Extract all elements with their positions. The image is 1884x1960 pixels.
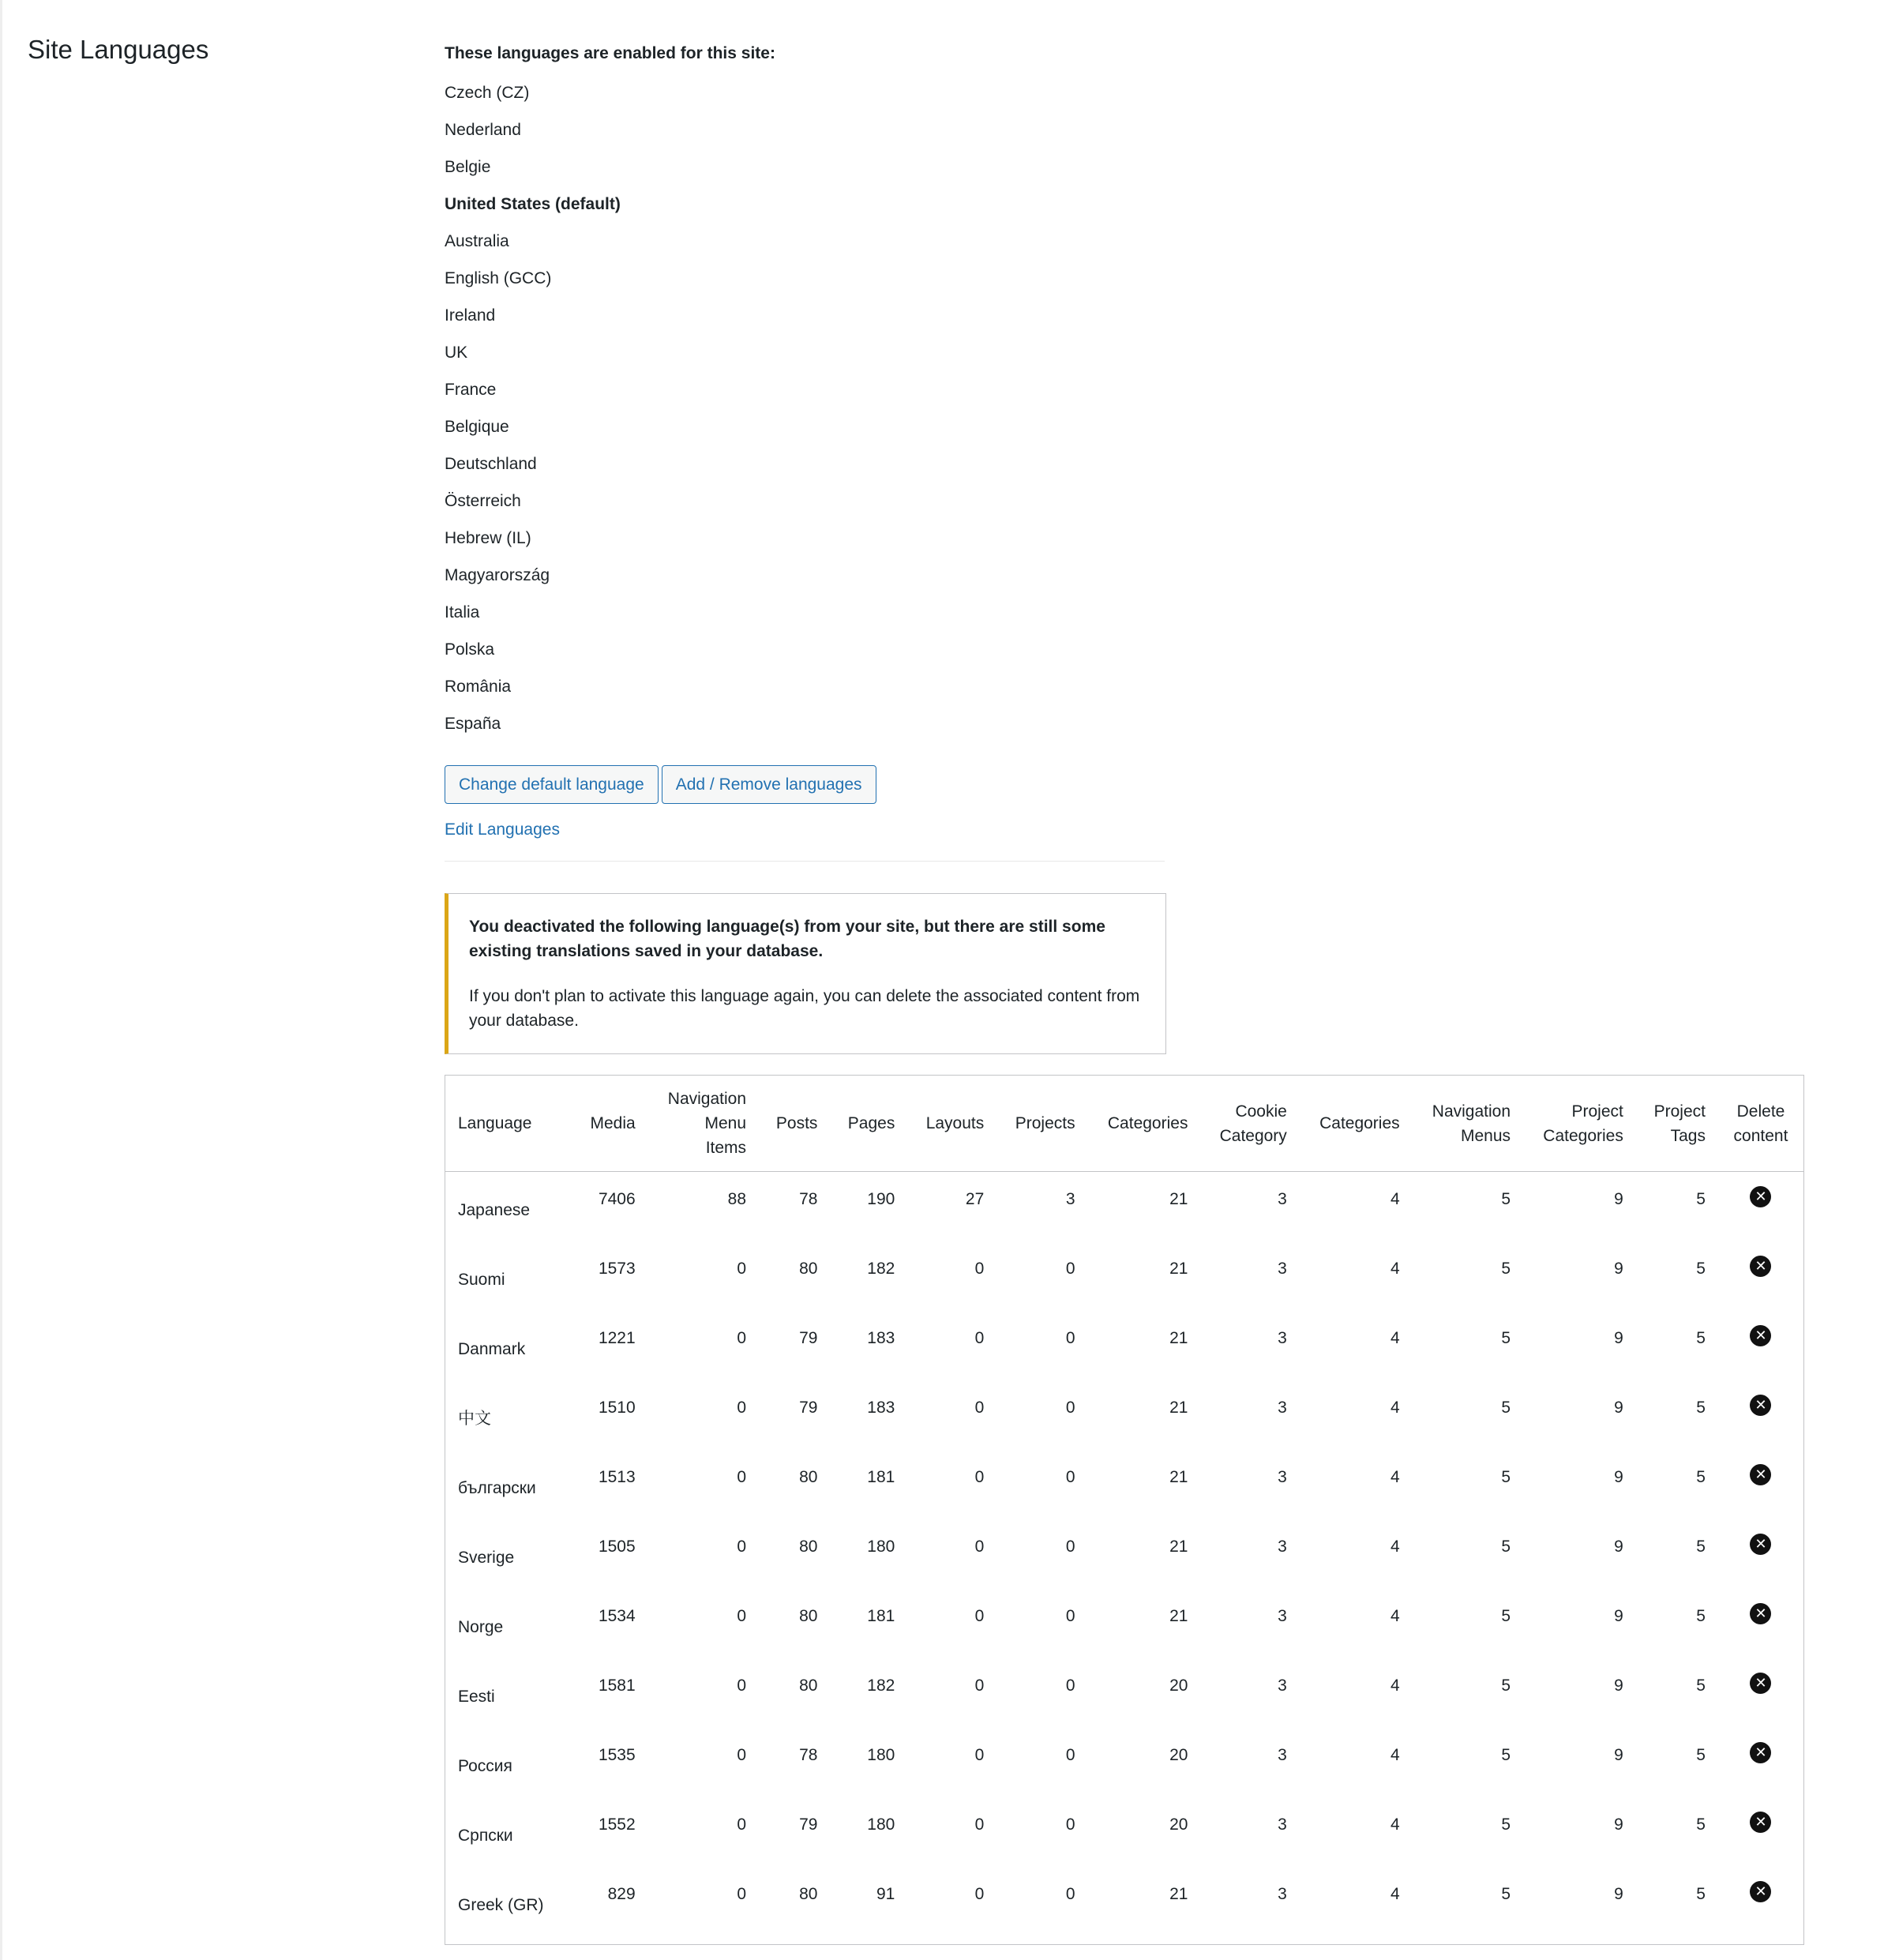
row-count-cookie-category: 3 — [1278, 1537, 1287, 1556]
row-count-cookie-category: 3 — [1278, 1745, 1287, 1764]
row-count-cookie-category: 3 — [1278, 1259, 1287, 1278]
row-language-name: Greek (GR) — [458, 1895, 544, 1914]
table-row — [445, 1658, 1803, 1728]
table-row — [445, 1241, 1803, 1311]
row-count-categories-2: 4 — [1390, 1537, 1400, 1556]
row-count-navigation-menus: 5 — [1501, 1398, 1511, 1417]
enabled-language-item: United States (default) — [445, 195, 621, 213]
row-delete-cell — [1718, 1797, 1803, 1867]
row-count-posts: 80 — [799, 1606, 818, 1625]
column-header-language: Language — [445, 1076, 557, 1172]
row-count-pages: 183 — [867, 1398, 895, 1417]
row-count-posts: 79 — [799, 1328, 818, 1347]
change-default-language-button[interactable]: Change default language — [445, 765, 659, 804]
row-delete-cell — [1718, 1380, 1803, 1450]
delete-content-icon[interactable]: ✕ — [1750, 1256, 1771, 1277]
row-count-pages: 182 — [867, 1676, 895, 1695]
row-count-posts: 79 — [799, 1815, 818, 1834]
enabled-language-item: Australia — [445, 232, 509, 250]
row-count-navigation-menus: 5 — [1501, 1328, 1511, 1347]
column-header-categories: Categories — [1088, 1076, 1201, 1172]
row-count-projects: 0 — [1065, 1537, 1075, 1556]
row-count-pages: 180 — [867, 1745, 895, 1764]
row-count-navigation-menu-items: 0 — [737, 1259, 747, 1278]
row-count-layouts: 0 — [974, 1815, 985, 1834]
column-header-projects: Projects — [996, 1076, 1087, 1172]
row-count-project-tags: 5 — [1696, 1884, 1706, 1903]
column-header-navigation-menus: Navigation Menus — [1413, 1076, 1523, 1172]
row-count-media: 829 — [607, 1884, 636, 1903]
row-count-categories: 20 — [1169, 1676, 1188, 1695]
row-count-navigation-menus: 5 — [1501, 1884, 1511, 1903]
delete-content-icon[interactable]: ✕ — [1750, 1395, 1771, 1416]
row-count-navigation-menu-items: 0 — [737, 1884, 747, 1903]
row-count-projects: 0 — [1065, 1676, 1075, 1695]
row-count-media: 1221 — [598, 1328, 636, 1347]
row-count-categories: 21 — [1169, 1467, 1188, 1486]
table-row — [445, 1311, 1803, 1380]
row-count-cookie-category: 3 — [1278, 1328, 1287, 1347]
row-count-project-tags: 5 — [1696, 1676, 1706, 1695]
row-language-name: Norge — [458, 1617, 504, 1636]
row-delete-cell — [1718, 1519, 1803, 1589]
row-count-navigation-menu-items: 88 — [727, 1190, 747, 1208]
row-count-project-tags: 5 — [1696, 1328, 1706, 1347]
row-count-media: 1552 — [598, 1815, 636, 1834]
row-count-project-categories: 9 — [1614, 1676, 1623, 1695]
enabled-language-item: Ireland — [445, 306, 496, 325]
row-count-cookie-category: 3 — [1278, 1676, 1287, 1695]
row-count-projects: 0 — [1065, 1606, 1075, 1625]
row-count-navigation-menus: 5 — [1501, 1606, 1511, 1625]
enabled-language-item: English (GCC) — [445, 269, 552, 287]
row-language-name: Suomi — [458, 1270, 505, 1289]
row-count-media: 1513 — [598, 1467, 636, 1486]
delete-content-icon[interactable]: ✕ — [1750, 1464, 1771, 1485]
enabled-languages-intro: These languages are enabled for this site: — [445, 44, 775, 62]
column-header-delete-content: Delete content — [1718, 1076, 1803, 1172]
enabled-language-item: Czech (CZ) — [445, 84, 530, 102]
row-count-project-tags: 5 — [1696, 1259, 1706, 1278]
row-delete-cell — [1718, 1867, 1803, 1944]
row-count-media: 1510 — [598, 1398, 636, 1417]
column-header-pages: Pages — [830, 1076, 907, 1172]
row-count-categories: 21 — [1169, 1190, 1188, 1208]
row-count-categories-2: 4 — [1390, 1467, 1400, 1486]
row-delete-cell — [1718, 1658, 1803, 1728]
enabled-language-item: Magyarország — [445, 566, 550, 584]
enabled-languages-list — [445, 82, 1803, 750]
enabled-language-item: España — [445, 715, 501, 733]
row-count-posts: 80 — [799, 1259, 818, 1278]
row-count-media: 1581 — [598, 1676, 636, 1695]
row-count-projects: 0 — [1065, 1398, 1075, 1417]
row-count-navigation-menu-items: 0 — [737, 1328, 747, 1347]
row-language-name: Japanese — [458, 1201, 531, 1219]
row-count-navigation-menus: 5 — [1501, 1745, 1511, 1764]
notice-body: If you don't plan to activate this language again, you can delete the associated content from your database. — [469, 987, 1140, 1030]
row-count-navigation-menus: 5 — [1501, 1467, 1511, 1486]
row-count-layouts: 0 — [974, 1259, 985, 1278]
column-header-categories-2: Categories — [1300, 1076, 1413, 1172]
row-count-project-categories: 9 — [1614, 1190, 1623, 1208]
row-count-project-categories: 9 — [1614, 1537, 1623, 1556]
row-count-cookie-category: 3 — [1278, 1606, 1287, 1625]
row-language-name: Eesti — [458, 1687, 495, 1706]
add-remove-languages-button[interactable]: Add / Remove languages — [662, 765, 876, 804]
delete-content-icon[interactable]: ✕ — [1750, 1325, 1771, 1346]
column-header-project-tags: Project Tags — [1636, 1076, 1718, 1172]
row-count-pages: 180 — [867, 1537, 895, 1556]
row-count-media: 1505 — [598, 1537, 636, 1556]
row-count-categories: 21 — [1169, 1398, 1188, 1417]
delete-content-icon[interactable]: ✕ — [1750, 1673, 1771, 1694]
row-count-media: 1534 — [598, 1606, 636, 1625]
row-count-categories-2: 4 — [1390, 1398, 1400, 1417]
row-delete-cell — [1718, 1728, 1803, 1797]
divider — [445, 861, 1165, 862]
row-count-navigation-menus: 5 — [1501, 1259, 1511, 1278]
enabled-language-item: România — [445, 678, 512, 696]
row-count-categories-2: 4 — [1390, 1676, 1400, 1695]
enabled-language-item: Deutschland — [445, 455, 537, 473]
row-count-navigation-menu-items: 0 — [737, 1467, 747, 1486]
row-count-layouts: 0 — [974, 1328, 985, 1347]
row-delete-cell — [1718, 1589, 1803, 1658]
table-header — [445, 1076, 1803, 1172]
table-row — [445, 1450, 1803, 1519]
row-count-project-categories: 9 — [1614, 1467, 1623, 1486]
row-count-cookie-category: 3 — [1278, 1815, 1287, 1834]
row-count-posts: 80 — [799, 1884, 818, 1903]
notice-heading: You deactivated the following language(s) from your site, but there are still some existing translations saved in your database. — [469, 918, 1105, 960]
row-count-project-categories: 9 — [1614, 1884, 1623, 1903]
delete-content-icon[interactable]: ✕ — [1750, 1534, 1771, 1555]
row-count-categories: 20 — [1169, 1815, 1188, 1834]
row-language-name: Россия — [458, 1756, 512, 1775]
table-row — [445, 1172, 1803, 1241]
row-count-cookie-category: 3 — [1278, 1467, 1287, 1486]
row-count-posts: 80 — [799, 1537, 818, 1556]
row-count-projects: 0 — [1065, 1259, 1075, 1278]
row-count-navigation-menu-items: 0 — [737, 1745, 747, 1764]
row-count-navigation-menu-items: 0 — [737, 1398, 747, 1417]
row-delete-cell — [1718, 1241, 1803, 1311]
row-count-categories-2: 4 — [1390, 1259, 1400, 1278]
row-delete-cell — [1718, 1450, 1803, 1519]
row-count-cookie-category: 3 — [1278, 1398, 1287, 1417]
column-header-cookie-category: Cookie Category — [1200, 1076, 1299, 1172]
row-count-navigation-menus: 5 — [1501, 1676, 1511, 1695]
row-count-layouts: 0 — [974, 1676, 985, 1695]
row-count-categories-2: 4 — [1390, 1190, 1400, 1208]
translations-table — [445, 1076, 1803, 1944]
row-count-navigation-menus: 5 — [1501, 1190, 1511, 1208]
row-language-name: български — [458, 1478, 536, 1497]
row-count-posts: 79 — [799, 1398, 818, 1417]
row-count-pages: 181 — [867, 1606, 895, 1625]
enabled-language-item: Italia — [445, 603, 480, 621]
row-count-categories: 21 — [1169, 1606, 1188, 1625]
row-count-project-categories: 9 — [1614, 1328, 1623, 1347]
table-row — [445, 1519, 1803, 1589]
delete-content-icon[interactable]: ✕ — [1750, 1742, 1771, 1763]
row-count-navigation-menu-items: 0 — [737, 1606, 747, 1625]
row-count-projects: 0 — [1065, 1815, 1075, 1834]
row-count-categories-2: 4 — [1390, 1745, 1400, 1764]
delete-content-icon[interactable]: ✕ — [1750, 1186, 1771, 1207]
enabled-language-item: Belgie — [445, 158, 491, 176]
row-count-cookie-category: 3 — [1278, 1190, 1287, 1208]
row-count-projects: 0 — [1065, 1467, 1075, 1486]
row-count-projects: 0 — [1065, 1328, 1075, 1347]
row-count-layouts: 0 — [974, 1884, 985, 1903]
column-header-navigation-menu-items: Navigation Menu Items — [648, 1076, 759, 1172]
enabled-language-item: Polska — [445, 640, 495, 659]
row-count-cookie-category: 3 — [1278, 1884, 1287, 1903]
column-header-layouts: Layouts — [907, 1076, 996, 1172]
delete-content-icon[interactable]: ✕ — [1750, 1812, 1771, 1833]
row-count-media: 1573 — [598, 1259, 636, 1278]
row-count-categories: 21 — [1169, 1884, 1188, 1903]
row-count-categories: 21 — [1169, 1537, 1188, 1556]
table-row — [445, 1380, 1803, 1450]
row-language-name: Danmark — [458, 1339, 526, 1358]
row-count-categories-2: 4 — [1390, 1606, 1400, 1625]
row-count-layouts: 27 — [965, 1190, 985, 1208]
row-count-project-categories: 9 — [1614, 1745, 1623, 1764]
enabled-language-item: Österreich — [445, 492, 521, 510]
row-count-pages: 190 — [867, 1190, 895, 1208]
row-count-projects: 0 — [1065, 1745, 1075, 1764]
row-language-name: 中文 — [458, 1409, 491, 1428]
column-header-posts: Posts — [759, 1076, 830, 1172]
row-count-project-categories: 9 — [1614, 1815, 1623, 1834]
row-count-pages: 182 — [867, 1259, 895, 1278]
row-count-pages: 180 — [867, 1815, 895, 1834]
delete-content-icon[interactable]: ✕ — [1750, 1603, 1771, 1624]
table-row — [445, 1728, 1803, 1797]
row-count-projects: 3 — [1065, 1190, 1075, 1208]
row-count-project-tags: 5 — [1696, 1537, 1706, 1556]
row-count-media: 7406 — [598, 1190, 636, 1208]
translations-table-wrapper — [445, 1075, 1804, 1945]
row-count-media: 1535 — [598, 1745, 636, 1764]
table-row — [445, 1797, 1803, 1867]
column-header-project-categories: Project Categories — [1523, 1076, 1636, 1172]
row-count-project-tags: 5 — [1696, 1745, 1706, 1764]
row-count-navigation-menu-items: 0 — [737, 1676, 747, 1695]
row-count-layouts: 0 — [974, 1537, 985, 1556]
row-count-pages: 91 — [876, 1884, 895, 1903]
row-language-name: Sverige — [458, 1548, 515, 1567]
deactivated-languages-notice — [445, 893, 1166, 1054]
row-count-posts: 78 — [799, 1745, 818, 1764]
table-row — [445, 1867, 1803, 1944]
edit-languages-link[interactable]: Edit Languages — [445, 820, 560, 839]
row-count-project-tags: 5 — [1696, 1815, 1706, 1834]
row-count-posts: 78 — [799, 1190, 818, 1208]
row-count-pages: 183 — [867, 1328, 895, 1347]
row-count-layouts: 0 — [974, 1398, 985, 1417]
page-title: Site Languages — [28, 35, 209, 64]
row-count-layouts: 0 — [974, 1745, 985, 1764]
row-language-name: Српски — [458, 1826, 513, 1845]
row-count-project-tags: 5 — [1696, 1606, 1706, 1625]
row-count-posts: 80 — [799, 1676, 818, 1695]
row-count-categories: 21 — [1169, 1259, 1188, 1278]
row-count-project-categories: 9 — [1614, 1606, 1623, 1625]
table-header-row — [445, 1076, 1803, 1172]
table-row — [445, 1589, 1803, 1658]
enabled-language-item: France — [445, 381, 497, 399]
row-count-project-tags: 5 — [1696, 1190, 1706, 1208]
delete-content-icon[interactable]: ✕ — [1750, 1881, 1771, 1902]
table-body — [445, 1172, 1803, 1944]
settings-content — [445, 43, 1803, 1945]
row-count-layouts: 0 — [974, 1606, 985, 1625]
left-border — [0, 0, 2, 1960]
enabled-language-item: Nederland — [445, 121, 521, 139]
row-count-categories-2: 4 — [1390, 1328, 1400, 1347]
row-count-navigation-menu-items: 0 — [737, 1815, 747, 1834]
enabled-language-item: Hebrew (IL) — [445, 529, 531, 547]
row-count-project-categories: 9 — [1614, 1398, 1623, 1417]
row-count-navigation-menu-items: 0 — [737, 1537, 747, 1556]
row-count-categories: 20 — [1169, 1745, 1188, 1764]
enabled-language-item: Belgique — [445, 418, 509, 436]
enabled-language-item: UK — [445, 344, 468, 362]
row-count-projects: 0 — [1065, 1884, 1075, 1903]
row-count-categories: 21 — [1169, 1328, 1188, 1347]
row-count-project-tags: 5 — [1696, 1398, 1706, 1417]
row-count-layouts: 0 — [974, 1467, 985, 1486]
row-count-categories-2: 4 — [1390, 1815, 1400, 1834]
column-header-media: Media — [557, 1076, 648, 1172]
row-count-categories-2: 4 — [1390, 1884, 1400, 1903]
row-count-posts: 80 — [799, 1467, 818, 1486]
row-count-navigation-menus: 5 — [1501, 1537, 1511, 1556]
row-count-project-tags: 5 — [1696, 1467, 1706, 1486]
row-count-navigation-menus: 5 — [1501, 1815, 1511, 1834]
language-actions — [445, 765, 1803, 805]
row-count-project-categories: 9 — [1614, 1259, 1623, 1278]
row-delete-cell — [1718, 1311, 1803, 1380]
row-count-pages: 181 — [867, 1467, 895, 1486]
row-delete-cell — [1718, 1172, 1803, 1241]
